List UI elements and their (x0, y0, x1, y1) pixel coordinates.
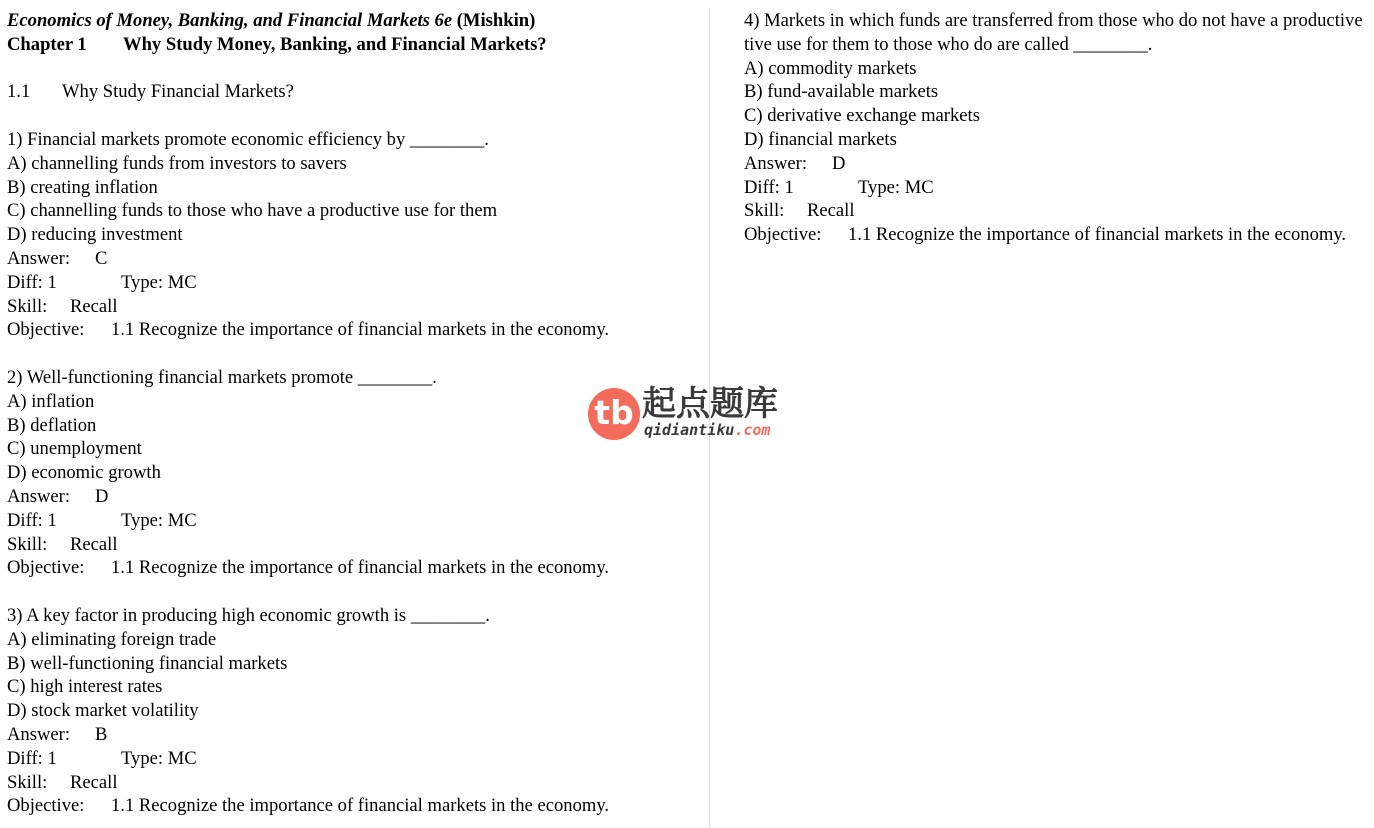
answer-value: C (95, 247, 108, 269)
option-a: A) commodity markets (744, 57, 917, 79)
diff-label: Diff: 1 (7, 271, 57, 293)
question-1 (7, 128, 702, 342)
option-c: C) derivative exchange markets (744, 105, 980, 127)
option-d: D) reducing investment (7, 224, 183, 246)
diff-line (744, 176, 1372, 200)
objective-value: 1.1 Recognize the importance of financial markets in the economy. (111, 557, 610, 579)
option-d: D) stock market volatility (7, 700, 199, 722)
answer-label: Answer: (7, 485, 70, 507)
option-c: C) channelling funds to those who have a productive use for them (7, 200, 498, 222)
skill-line (7, 771, 702, 795)
chapter-heading (7, 33, 702, 57)
option-b: B) deflation (7, 414, 97, 436)
question-stem-line-2: tive use for them to those who do are called ________. (744, 33, 1153, 55)
type-label: Type: MC (121, 747, 197, 769)
answer-label: Answer: (744, 152, 807, 174)
type-label: Type: MC (121, 271, 197, 293)
watermark-cn-text: 起点题库 (642, 384, 778, 424)
option-c: C) unemployment (7, 438, 142, 460)
watermark-domain: .com (734, 421, 771, 439)
question-stem-line-1: 4) Markets in which funds are transferred from those who do not have a productive (744, 10, 1363, 31)
option-b: B) fund-available markets (744, 81, 939, 103)
skill-label: Skill: (7, 295, 48, 317)
option-b: B) well-functioning financial markets (7, 652, 288, 674)
answer-label: Answer: (7, 247, 70, 269)
answer-line (7, 723, 702, 747)
type-label: Type: MC (858, 176, 934, 198)
section-number: 1.1 (7, 81, 31, 103)
diff-label: Diff: 1 (7, 509, 57, 531)
tb-logo-icon: tb (588, 388, 640, 440)
objective-value: 1.1 Recognize the importance of financial markets in the economy. (111, 319, 610, 341)
question-stem: 3) A key factor in producing high economic growth is ________. (7, 604, 490, 626)
option-a: A) inflation (7, 390, 95, 412)
skill-value: Recall (70, 533, 118, 555)
objective-line (7, 318, 702, 342)
watermark-site: qidiantiku (644, 421, 735, 439)
answer-line (7, 485, 702, 509)
skill-label: Skill: (744, 200, 785, 222)
chapter-label: Chapter 1 (7, 33, 87, 55)
book-author: (Mishkin) (452, 10, 536, 31)
skill-label: Skill: (7, 533, 48, 555)
objective-label: Objective: (744, 224, 822, 246)
question-4 (744, 9, 1372, 247)
skill-value: Recall (70, 295, 118, 317)
answer-value: B (95, 723, 108, 745)
answer-label: Answer: (7, 723, 70, 745)
answer-value: D (95, 485, 109, 507)
skill-value: Recall (70, 771, 118, 793)
answer-line (744, 152, 1372, 176)
right-column (744, 9, 1372, 247)
chapter-title: Why Study Money, Banking, and Financial Markets? (123, 33, 547, 55)
diff-line (7, 271, 702, 295)
diff-line (7, 509, 702, 533)
option-c: C) high interest rates (7, 676, 163, 698)
book-title: Economics of Money, Banking, and Financial Markets 6e (7, 10, 453, 31)
objective-value: 1.1 Recognize the importance of financial markets in the economy. (848, 224, 1347, 246)
option-d: D) financial markets (744, 128, 897, 150)
skill-value: Recall (807, 200, 855, 222)
watermark-logo (588, 386, 788, 442)
skill-label: Skill: (7, 771, 48, 793)
option-a: A) channelling funds from investors to savers (7, 152, 347, 174)
answer-value: D (832, 152, 846, 174)
diff-label: Diff: 1 (744, 176, 794, 198)
objective-value: 1.1 Recognize the importance of financial markets in the economy. (111, 795, 610, 817)
objective-line (7, 794, 702, 818)
section-title: Why Study Financial Markets? (62, 81, 294, 103)
type-label: Type: MC (121, 509, 197, 531)
objective-line (744, 223, 1372, 247)
answer-line (7, 247, 702, 271)
option-a: A) eliminating foreign trade (7, 628, 217, 650)
objective-label: Objective: (7, 319, 85, 341)
diff-label: Diff: 1 (7, 747, 57, 769)
objective-label: Objective: (7, 795, 85, 817)
question-stem: 1) Financial markets promote economic efficiency by ________. (7, 128, 489, 150)
section-heading (7, 80, 702, 104)
skill-line (7, 295, 702, 319)
option-b: B) creating inflation (7, 176, 158, 198)
book-title-line (7, 9, 702, 33)
skill-line (7, 533, 702, 557)
diff-line (7, 747, 702, 771)
question-stem: 2) Well-functioning financial markets promote ________. (7, 366, 437, 388)
question-3 (7, 604, 702, 818)
watermark-en-text (644, 422, 770, 438)
objective-label: Objective: (7, 557, 85, 579)
objective-line (7, 556, 702, 580)
skill-line (744, 199, 1372, 223)
option-d: D) economic growth (7, 462, 161, 484)
